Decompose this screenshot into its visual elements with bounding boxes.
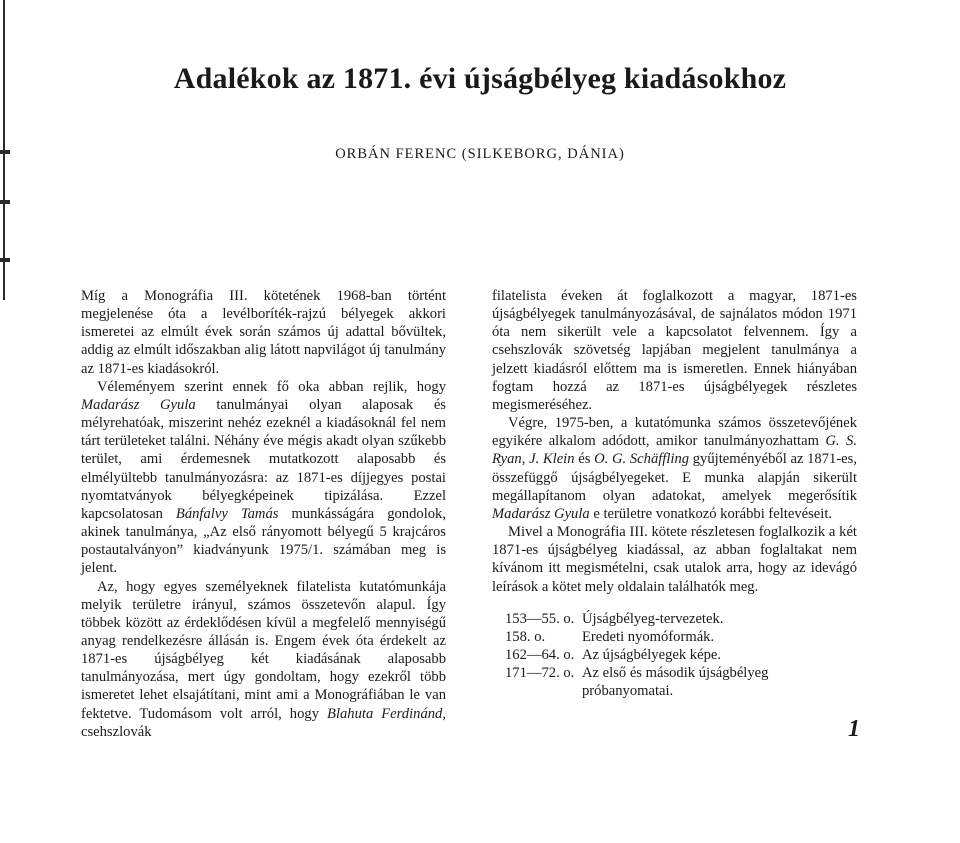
page-range: 171—72. o.: [505, 665, 575, 682]
text-run: Mivel a Monográfia III. kötete részletesen foglalkozik a két 1871-es újságbélyeg kiadással, az abban foglaltakat nem kívánom itt megismételni, csak utalok arra, hogy az idevágó leírások a kötet mely oldalain találhatók meg.: [492, 524, 857, 595]
page-edge-mark: [0, 200, 10, 204]
text-run: munkásságára gondolok, akinek tanulmánya, „Az első rányomott bélyegű 5 krajcáros postautalványon” kiadványunk 1975/1. számában meg is jelent.: [81, 505, 446, 577]
text-run: gyűjteményéből az 1871-es, összefüggő újságbélyegeket. E munka alapján sikerült megállapítanom olyan adatokat, amelyek megerősítik: [492, 451, 857, 504]
paragraph: [81, 378, 446, 578]
paragraph: [492, 414, 857, 523]
author-line: ORBÁN FERENC (SILKEBORG, DÁNIA): [335, 146, 625, 162]
person-name: O. G. Schäffling: [594, 451, 690, 468]
paragraph: [492, 287, 857, 414]
paragraph: [492, 523, 857, 596]
page-number: 1: [848, 716, 860, 742]
text-run: e területre vonatkozó korábbi feltevéseit.: [589, 505, 833, 522]
right-column: [492, 287, 857, 700]
person-name: G. S. Ryan: [492, 433, 857, 468]
text-run: Végre, 1975-ben, a kutatómunka számos összetevőjének egyikére alkalom adódott, amikor tanulmányozhattam: [492, 415, 857, 450]
list-item-text: Az újságbélyegek képe.: [582, 646, 721, 663]
page-range: 162—64. o.: [505, 646, 575, 663]
paragraph: [81, 578, 446, 741]
text-run: tanulmányai olyan alaposak és mélyrehatóak, miszerint nehéz ezeknél a kiadásoknál fel nem tárt területeket találni. Néhány éve mégis akadt olyan szűkebb terület, ami érdemesnek mutatkozott alaposabb és elmélyültebb tanulmányozásra: az 1871-es díjjegyes postai nyomtatványok bélyegképeinek tipizálása. Ezzel kapcsolatosan: [81, 396, 446, 522]
list-item-text: Az első és második újságbélyeg próbanyomatai.: [582, 665, 769, 700]
text-run: , csehszlovák: [81, 705, 446, 740]
text-run: Az, hogy egyes személyeknek filatelista kutatómunkája melyik területre irányul, számos összetevőn alapul. Így többek között az érdeklődésen kívül a megfelelő mennyiségű anyag rendelkezésre állásán is. Engem évek óta érdekelt az 1871-es újságbélyeg két kiadásának alaposabb tanulmányozása, mert úgy gondoltam, hogy ezekről több ismeretet lehet elsajátítani, mint ami a Monográfiában le van fektetve. Tudomásom volt arról, hogy: [81, 578, 446, 722]
page-edge-mark: [0, 258, 10, 262]
left-column: [81, 287, 446, 741]
person-name: Madarász Gyula: [492, 505, 590, 522]
page-reference-list: [492, 610, 857, 701]
text-run: Míg a Monográfia III. kötetének 1968-ban történt megjelenése óta a levélboríték-rajzú bélyegek akkori ismeretei az elmúlt évek során számos új adattal bővültek, addig az elmúlt időszakban alig látott napvilágot új tanulmány az 1871-es kiadásokról.: [81, 288, 446, 377]
list-item: [492, 610, 857, 628]
paragraph: [81, 287, 446, 378]
person-name: Madarász Gyula: [81, 396, 196, 413]
list-item: [492, 628, 857, 646]
article-title: Adalékok az 1871. évi újságbélyeg kiadásokhoz: [173, 62, 787, 96]
text-run: és: [574, 451, 595, 468]
text-run: Véleményem szerint ennek fő oka abban rejlik, hogy: [97, 378, 446, 395]
text-run: filatelista éveken át foglalkozott a magyar, 1871-es újságbélyegek tanulmányozásával, de sajnálatos módon 1971 óta nem sikerült vele a kapcsolatot felvennem. Így a csehszlovák szövetség lapjában megjelent tanulmánya a jelzett kiadásról előttem ma is ismeretlen. Ennek hiányában fogtam hozzá az 1871-es újságbélyegek részletes megismeréséhez.: [492, 288, 857, 413]
list-item-text: Újságbélyeg-tervezetek.: [582, 610, 724, 627]
person-name: Blahuta Ferdinánd: [327, 705, 443, 722]
text-run: ,: [521, 451, 530, 468]
page-range: 158. o.: [505, 628, 546, 645]
list-item: [492, 646, 857, 664]
list-item-text: Eredeti nyomóformák.: [582, 628, 715, 645]
person-name: J. Klein: [529, 451, 575, 468]
list-item: [492, 664, 857, 700]
person-name: Bánfalvy Tamás: [175, 505, 279, 522]
page-range: 153—55. o.: [505, 610, 575, 627]
